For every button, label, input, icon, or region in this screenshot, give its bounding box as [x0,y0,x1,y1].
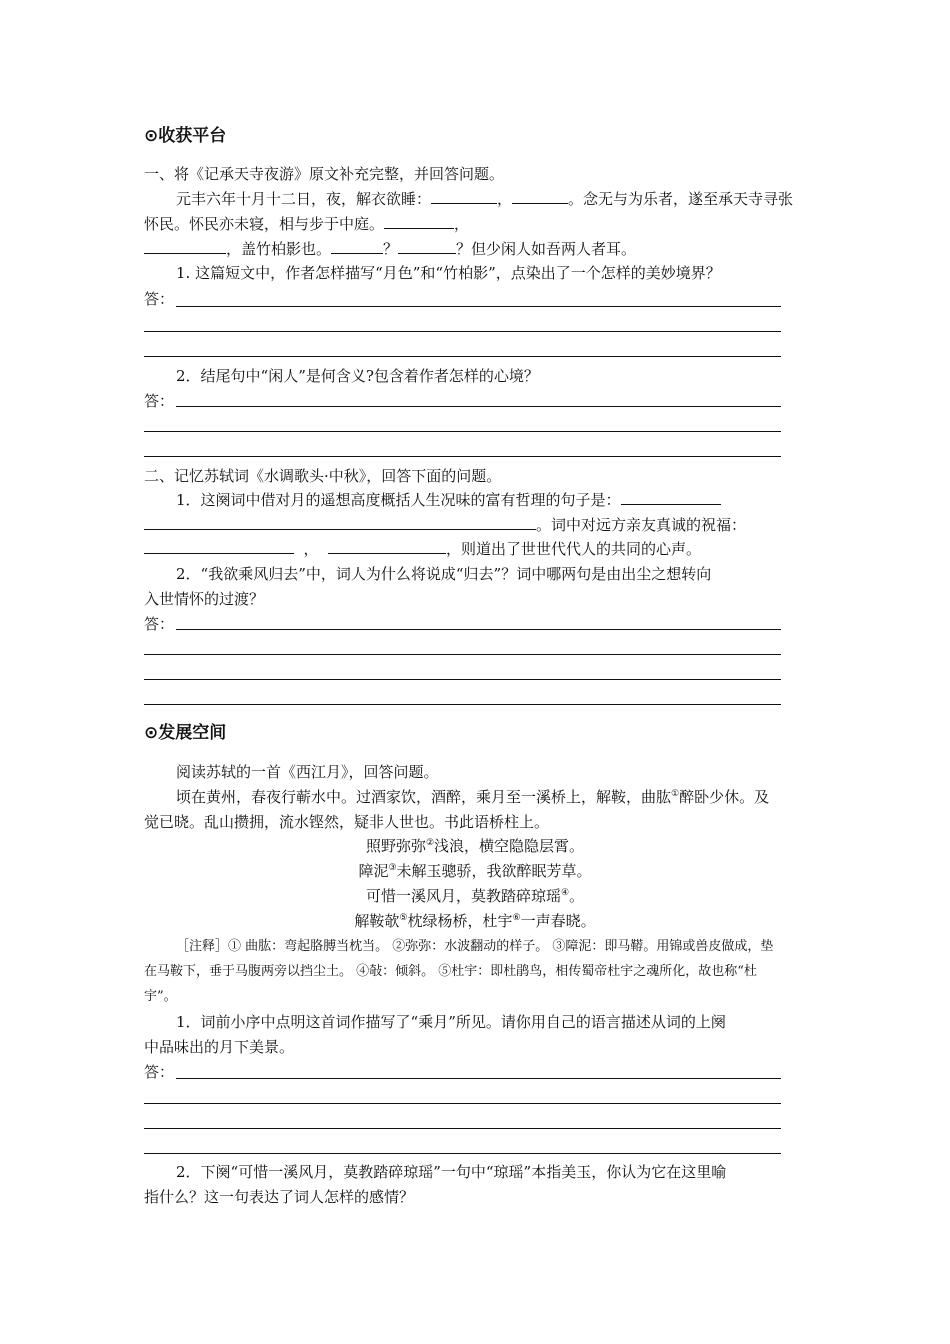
poem-text: 未解玉骢骄，我欲醉眠芳草。 [396,862,592,880]
dev-question-2-line2: 指什么？这一句表达了词人怎样的感情？ [144,1188,415,1206]
poem-text: 枕绿杨桥，杜宇 [407,912,513,930]
answer-line[interactable] [144,456,781,457]
answer-line[interactable] [144,704,781,705]
answer-line[interactable] [144,356,781,357]
q2-sub2-line2: 入世情怀的过渡？ [144,590,265,608]
fill-blank[interactable] [331,239,383,254]
poem-text: 障泥 [358,862,389,880]
preface-text: 醉卧少休。及 [679,788,770,806]
passage-text: 。念无与为乐者，遂至承天寺寻张 [568,190,794,208]
sub-question-2: 2．结尾句中“闲人”是何含义?包含着作者怎样的心境？ [176,367,539,385]
answer-line[interactable] [144,1153,781,1154]
note-mark: ① [671,789,680,799]
passage-text: ， [497,190,513,208]
question-text: ， [303,540,319,558]
sub-question-1: 1. 这篇短文中，作者怎样描写“月色”和“竹柏影”，点染出了一个怎样的美妙境界？ [176,264,721,282]
answer-label: 答： [144,1063,175,1081]
q2-sub1-line1 [176,490,721,510]
dev-question-2-line1: 2．下阕“可惜一溪风月，莫教踏碎琼瑶”一句中“琼瑶”本指美玉，你认为它在这里喻 [176,1163,727,1181]
poem-line-3 [0,886,950,906]
q2-sub2-line1: 2．“我欲乘风归去”中，词人为什么将说成“归去”？词中哪两句是由出尘之想转向 [176,565,712,583]
passage-text: 元丰六年十月十二日，夜，解衣欲睡： [176,190,432,208]
poem-text: 解鞍欹 [354,912,400,930]
answer-line[interactable] [144,1128,781,1129]
dev-question-1-line1: 1．词前小序中点明这首词作描写了“乘月”所见。请你用自己的语言描述从词的上阕 [176,1013,726,1031]
dev-question-1-line2: 中品味出的月下美景。 [144,1038,295,1056]
passage-text: ，盖竹柏影也。 [226,240,332,258]
question-2-intro: 二、记忆苏轼词《水调歌头·中秋》，回答下面的问题。 [144,467,502,485]
poem-text: 。 [569,887,585,905]
fill-blank[interactable] [431,189,497,204]
answer-label: 答： [144,290,175,308]
poem-line-4 [0,911,950,931]
answer-label: 答： [144,392,175,410]
poem-text: 照野弥弥 [365,837,426,855]
note-mark: ② [425,838,435,848]
fill-blank[interactable] [512,189,568,204]
note-mark: ⑤ [399,913,408,923]
passage-line-2 [144,214,469,234]
q2-sub1-line2 [144,515,746,535]
passage-text: ？ [383,240,399,258]
poem-text: 一声春晓。 [520,912,596,930]
answer-line[interactable] [176,406,781,407]
fill-blank[interactable] [144,515,536,530]
answer-line[interactable] [144,431,781,432]
answer-line[interactable] [144,654,781,655]
passage-text: 怀民。怀民亦未寝，相与步于中庭。 [144,215,385,233]
answer-line[interactable] [176,306,781,307]
preface-line-1 [176,787,769,807]
section-heading-development: ⊙发展空间 [144,723,227,743]
note-mark: ⑥ [512,913,521,923]
answer-line[interactable] [144,331,781,332]
passage-line-3 [144,239,636,259]
fill-blank[interactable] [398,239,456,254]
question-text: ，则道出了世世代代人的共同的心声。 [446,540,702,558]
poem-line-2 [0,861,950,881]
reading-intro: 阅读苏轼的一首《西江月》，回答问题。 [176,763,439,781]
preface-line-2: 觉已晓。乱山攒拥，流水铿然，疑非人世也。书此语桥柱上。 [144,813,550,831]
fill-blank[interactable] [621,490,721,505]
answer-line[interactable] [144,679,781,680]
passage-text: ？但少闲人如吾两人者耳。 [456,240,637,258]
q2-sub1-line3 [144,539,701,559]
passage-text: ， [454,215,470,233]
note-mark: ③ [388,863,397,873]
fill-blank[interactable] [328,539,446,554]
question-1-intro: 一、将《记承天寺夜游》原文补充完整，并回答问题。 [144,165,505,183]
annotation-line-3: 宇”。 [144,989,177,1004]
note-mark: ④ [560,888,570,898]
annotation-line-1: ［注释］① 曲肱：弯起胳膊当枕当。 ②弥弥：水波翻动的样子。 ③障泥：即马鞯。用锦或兽皮做成，垫 [176,939,774,954]
annotation-line-2: 在马鞍下，垂于马腹两旁以挡尘土。 ④敧：倾斜。 ⑤杜宇：即杜鹃鸟，相传蜀帝杜宇之魂所化，故也称“杜 [144,964,757,979]
question-text: 1．这阕词中借对月的遥想高度概括人生况味的富有哲理的句子是： [176,491,621,509]
poem-line-1 [0,836,950,856]
fill-blank[interactable] [144,239,226,254]
poem-text: 浅浪，横空隐隐层霄。 [434,837,585,855]
question-text: 。词中对远方亲友真诚的祝福： [536,516,747,534]
answer-line[interactable] [176,629,781,630]
answer-label: 答： [144,615,175,633]
fill-blank[interactable] [144,539,294,554]
poem-text: 可惜一溪风月，莫教踏碎琼瑶 [365,887,561,905]
passage-line-1 [176,189,793,209]
preface-text: 顷在黄州，春夜行蕲水中。过酒家饮，酒醉，乘月至一溪桥上，解鞍，曲肱 [176,788,672,806]
answer-line[interactable] [176,1078,781,1079]
answer-line[interactable] [144,1103,781,1104]
fill-blank[interactable] [384,214,454,229]
section-heading-harvest: ⊙收获平台 [144,126,227,146]
